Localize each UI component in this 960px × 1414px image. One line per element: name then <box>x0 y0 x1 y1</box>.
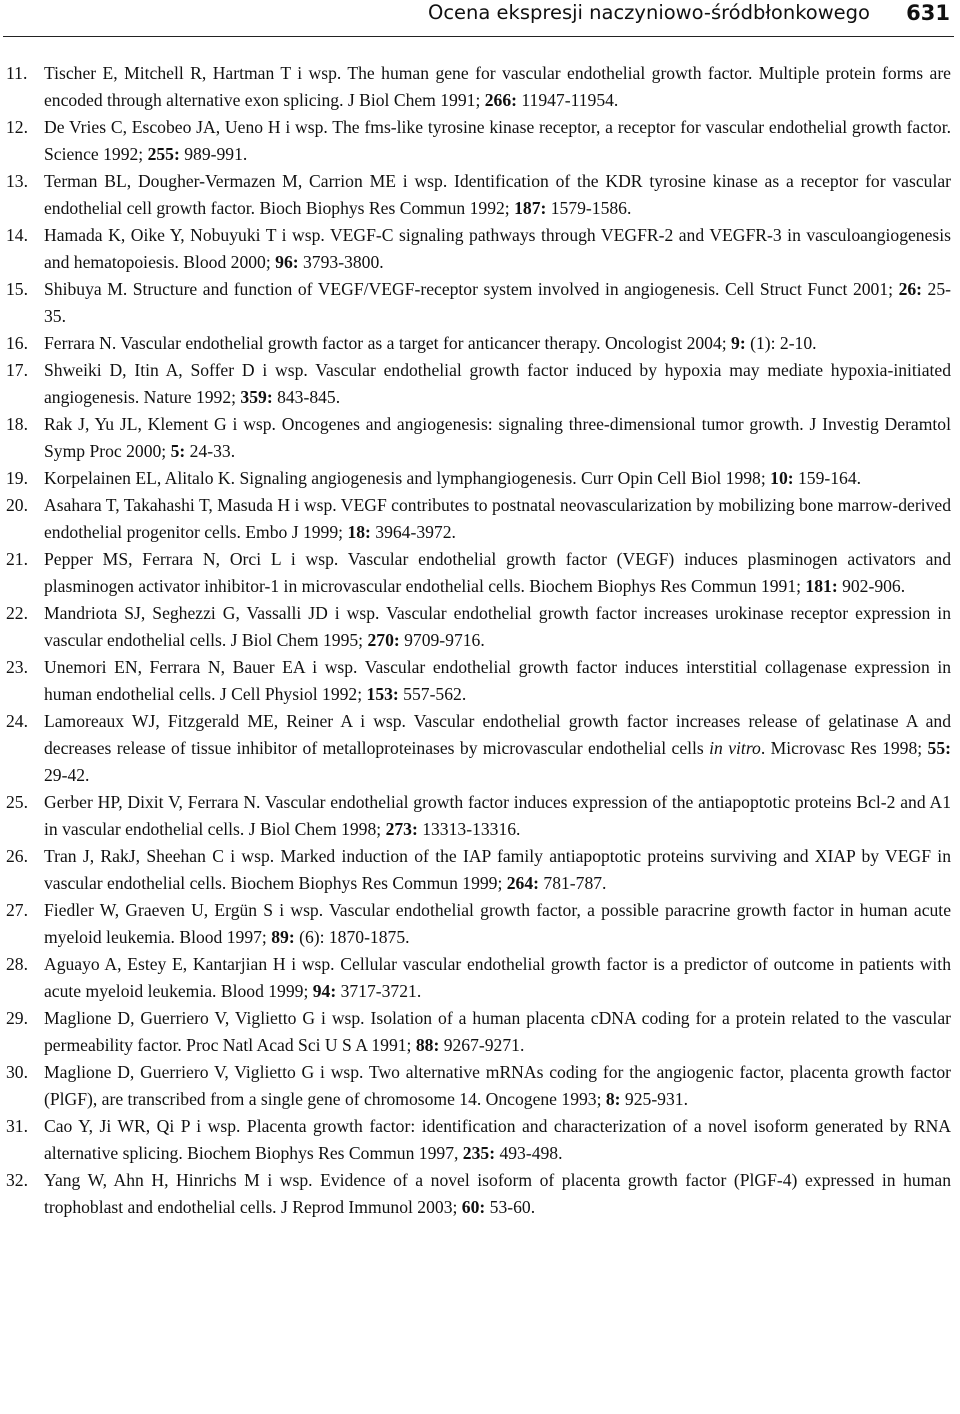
reference-text: Yang W, Ahn H, Hinrichs M i wsp. Evidence of a novel isoform of placenta growth factor (PlGF-4) expressed in human trophoblast and endothelial cells. J Reprod Immunol 2003; <box>44 1170 951 1217</box>
reference-item <box>0 897 960 951</box>
reference-text: Tischer E, Mitchell R, Hartman T i wsp. The human gene for vascular endothelial growth factor. Multiple protein forms are encoded through alternative exon splicing. J Biol Chem 1991; <box>44 63 951 110</box>
page-header <box>0 0 960 40</box>
reference-item <box>0 114 960 168</box>
reference-number: 15. <box>6 279 28 299</box>
reference-number: 12. <box>6 117 28 137</box>
reference-pages: 25-35. <box>44 279 951 326</box>
reference-pages: 11947-11954. <box>517 90 619 110</box>
reference-pages: 3717-3721. <box>336 981 422 1001</box>
reference-volume: 10: <box>770 468 794 488</box>
reference-item <box>0 600 960 654</box>
page-number: 631 <box>906 1 950 25</box>
reference-pages: 843-845. <box>272 387 341 407</box>
reference-volume: 8: <box>605 1089 621 1109</box>
reference-text: Korpelainen EL, Alitalo K. Signaling angiogenesis and lymphangiogenesis. Curr Opin Cell Biol 1998; <box>44 468 771 488</box>
reference-item <box>0 222 960 276</box>
reference-text: Cao Y, Ji WR, Qi P i wsp. Placenta growth factor: identification and characterization of a novel isoform generated by RNA alternative splicing. Biochem Biophys Res Commun 1997, <box>44 1116 951 1163</box>
reference-pages: 493-498. <box>495 1143 563 1163</box>
reference-volume: 60: <box>461 1197 486 1217</box>
reference-text: Terman BL, Dougher-Vermazen M, Carrion ME i wsp. Identification of the KDR tyrosine kinase as a receptor for vascular endothelial cell growth factor. Bioch Biophys Res Commun 1992; <box>44 171 951 218</box>
reference-text: . Microvasc Res 1998; <box>760 738 928 758</box>
reference-number: 20. <box>6 495 28 515</box>
reference-pages: 24-33. <box>185 441 236 461</box>
reference-pages: 29-42. <box>44 765 90 785</box>
reference-volume: 88: <box>415 1035 440 1055</box>
reference-pages: 557-562. <box>398 684 467 704</box>
reference-item <box>0 60 960 114</box>
reference-number: 23. <box>6 657 28 677</box>
reference-text: Fiedler W, Graeven U, Ergün S i wsp. Vascular endothelial growth factor, a possible paracrine growth factor in human acute myeloid leukemia. Blood 1997; <box>44 900 951 947</box>
reference-pages: 781-787. <box>539 873 607 893</box>
reference-number: 14. <box>6 225 28 245</box>
reference-number: 13. <box>6 171 28 191</box>
reference-pages: 3793-3800. <box>298 252 384 272</box>
reference-number: 31. <box>6 1116 28 1136</box>
reference-number: 21. <box>6 549 28 569</box>
reference-text: Pepper MS, Ferrara N, Orci L i wsp. Vascular endothelial growth factor (VEGF) induces plasminogen activators and plasminogen activator inhibitor-1 in microvascular endothelial cells. Biochem Biophys Res Commun 1991; <box>44 549 951 596</box>
reference-item <box>0 1167 960 1221</box>
reference-item <box>0 843 960 897</box>
reference-item <box>0 465 960 492</box>
reference-volume: 18: <box>347 522 371 542</box>
reference-volume: 153: <box>366 684 399 704</box>
reference-item <box>0 546 960 600</box>
reference-item <box>0 708 960 789</box>
reference-volume: 55: <box>927 738 951 758</box>
reference-text: Maglione D, Guerriero V, Viglietto G i wsp. Two alternative mRNAs coding for the angiogenic factor, placenta growth factor (PlGF), are transcribed from a single gene of chromosome 14. Oncogene 1993; <box>44 1062 951 1109</box>
reference-volume: 89: <box>271 927 295 947</box>
reference-item <box>0 357 960 411</box>
reference-item <box>0 492 960 546</box>
reference-text: Mandriota SJ, Seghezzi G, Vassalli JD i wsp. Vascular endothelial growth factor increases urokinase receptor expression in vascular endothelial cells. J Biol Chem 1995; <box>44 603 951 650</box>
reference-volume: 96: <box>275 252 299 272</box>
reference-number: 30. <box>6 1062 28 1082</box>
reference-pages: 159-164. <box>793 468 862 488</box>
reference-pages: 3964-3972. <box>370 522 456 542</box>
reference-text: Tran J, RakJ, Sheehan C i wsp. Marked induction of the IAP family antiapoptotic proteins surviving and XIAP by VEGF in vascular endothelial cells. Biochem Biophys Res Commun 1999; <box>44 846 951 893</box>
reference-volume: 5: <box>170 441 186 461</box>
running-title: Ocena ekspresji naczyniowo-śródbłonkowego <box>427 1 870 24</box>
reference-item <box>0 951 960 1005</box>
reference-pages: 925-931. <box>620 1089 688 1109</box>
reference-pages: 53-60. <box>485 1197 536 1217</box>
reference-text: Aguayo A, Estey E, Kantarjian H i wsp. Cellular vascular endothelial growth factor is a predictor of outcome in patients with acute myeloid leukemia. Blood 1999; <box>44 954 951 1001</box>
reference-pages: (1): 2-10. <box>745 333 817 353</box>
reference-text: Asahara T, Takahashi T, Masuda H i wsp. VEGF contributes to postnatal neovascularization by mobilizing bone marrow-derived endothelial progenitor cells. Embo J 1999; <box>44 495 951 542</box>
reference-item <box>0 789 960 843</box>
reference-volume: 266: <box>484 90 517 110</box>
reference-item <box>0 1059 960 1113</box>
reference-text: Maglione D, Guerriero V, Viglietto G i wsp. Isolation of a human placenta cDNA coding for a protein related to the vascular permeability factor. Proc Natl Acad Sci U S A 1991; <box>44 1008 951 1055</box>
reference-text: Shibuya M. Structure and function of VEGF/VEGF-receptor system involved in angiogenesis. Cell Struct Funct 2001; <box>44 279 899 299</box>
reference-volume: 187: <box>514 198 547 218</box>
reference-number: 32. <box>6 1170 28 1190</box>
reference-number: 11. <box>6 63 28 83</box>
reference-number: 19. <box>6 468 28 488</box>
reference-volume: 264: <box>506 873 539 893</box>
reference-item <box>0 654 960 708</box>
reference-text: Hamada K, Oike Y, Nobuyuki T i wsp. VEGF-C signaling pathways through VEGFR-2 and VEGFR-3 in vasculoangiogenesis and hematopoiesis. Blood 2000; <box>44 225 951 272</box>
reference-pages: (6): 1870-1875. <box>294 927 410 947</box>
reference-volume: 273: <box>385 819 418 839</box>
reference-volume: 26: <box>898 279 923 299</box>
reference-number: 17. <box>6 360 28 380</box>
reference-text: Unemori EN, Ferrara N, Bauer EA i wsp. Vascular endothelial growth factor induces interstitial collagenase expression in human endothelial cells. J Cell Physiol 1992; <box>44 657 951 704</box>
reference-number: 18. <box>6 414 28 434</box>
reference-volume: 94: <box>312 981 337 1001</box>
reference-volume: 270: <box>367 630 400 650</box>
reference-volume: 255: <box>147 144 180 164</box>
reference-text: De Vries C, Escobeo JA, Ueno H i wsp. The fms-like tyrosine kinase receptor, a receptor for vascular endothelial growth factor. Science 1992; <box>44 117 951 164</box>
reference-item <box>0 1005 960 1059</box>
reference-volume: 235: <box>462 1143 496 1163</box>
reference-pages: 9267-9271. <box>439 1035 525 1055</box>
header-rule <box>3 36 954 37</box>
reference-item <box>0 276 960 330</box>
reference-pages: 989-991. <box>179 144 248 164</box>
reference-number: 28. <box>6 954 28 974</box>
reference-number: 24. <box>6 711 28 731</box>
reference-number: 27. <box>6 900 28 920</box>
reference-volume: 9: <box>731 333 746 353</box>
reference-item <box>0 168 960 222</box>
reference-pages: 902-906. <box>837 576 906 596</box>
reference-number: 26. <box>6 846 28 866</box>
reference-text: Ferrara N. Vascular endothelial growth factor as a target for anticancer therapy. Oncologist 2004; <box>44 333 732 353</box>
reference-volume: 359: <box>240 387 273 407</box>
reference-list <box>0 60 960 1221</box>
reference-number: 16. <box>6 333 28 353</box>
reference-item <box>0 1113 960 1167</box>
reference-number: 25. <box>6 792 28 812</box>
reference-item <box>0 330 960 357</box>
reference-number: 22. <box>6 603 28 623</box>
reference-item <box>0 411 960 465</box>
reference-pages: 1579-1586. <box>546 198 632 218</box>
reference-italic-text: in vitro <box>709 738 761 758</box>
reference-number: 29. <box>6 1008 28 1028</box>
reference-text: Lamoreaux WJ, Fitzgerald ME, Reiner A i wsp. Vascular endothelial growth factor increases release of gelatinase A and decreases release of tissue inhibitor of metalloproteinases by microvascular endothelial cells <box>44 711 951 758</box>
reference-volume: 181: <box>805 576 838 596</box>
reference-pages: 13313-13316. <box>417 819 521 839</box>
reference-text: Gerber HP, Dixit V, Ferrara N. Vascular endothelial growth factor induces expression of the antiapoptotic proteins Bcl-2 and A1 in vascular endothelial cells. J Biol Chem 1998; <box>44 792 951 839</box>
reference-text: Shweiki D, Itin A, Soffer D i wsp. Vascular endothelial growth factor induced by hypoxia may mediate hypoxia-initiated angiogenesis. Nature 1992; <box>44 360 951 407</box>
reference-text: Rak J, Yu JL, Klement G i wsp. Oncogenes and angiogenesis: signaling three-dimensional tumor growth. J Investig Deramtol Symp Proc 2000; <box>44 414 951 461</box>
reference-pages: 9709-9716. <box>399 630 485 650</box>
